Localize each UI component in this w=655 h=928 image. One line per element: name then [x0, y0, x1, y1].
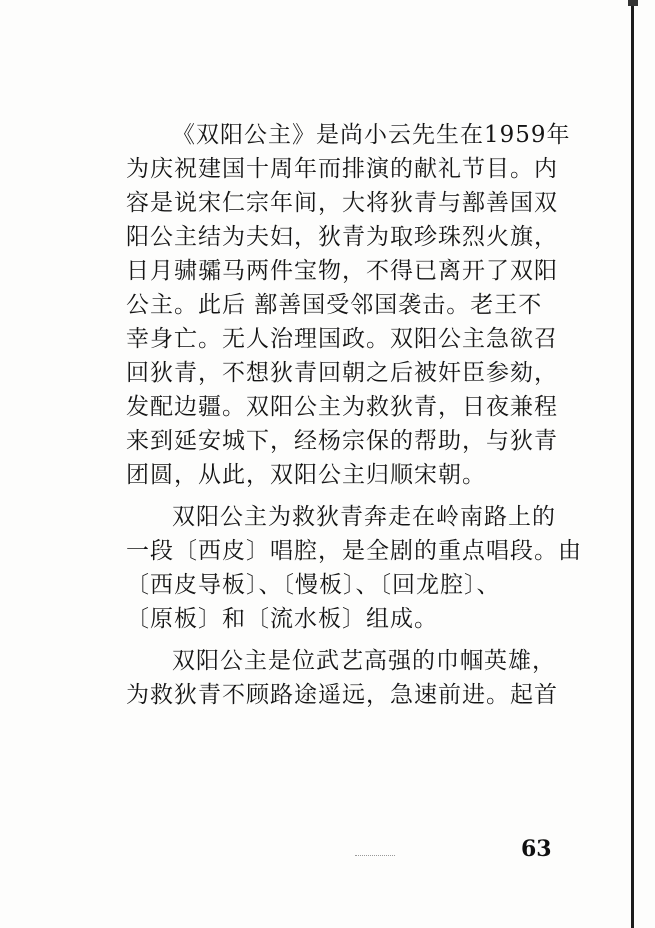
text-line: 阳公主结为夫妇，狄青为取珍珠烈火旗， — [126, 224, 558, 250]
binding-line — [631, 0, 634, 928]
text-line: 日月骕骦马两件宝物，不得已离开了双阳 — [126, 258, 558, 284]
body-text — [126, 118, 604, 712]
paragraph-2 — [126, 500, 604, 636]
paragraph-gap — [126, 636, 604, 644]
text-line: 双阳公主是位武艺高强的巾帼英雄， — [172, 648, 556, 674]
paragraph-3 — [126, 644, 604, 712]
text-line: 幸身亡。无人治理国政。双阳公主急欲召 — [126, 326, 558, 352]
text-line: 发配边疆。双阳公主为救狄青，日夜兼程 — [126, 394, 558, 420]
text-line: 容是说宋仁宗年间，大将狄青与鄯善国双 — [126, 190, 558, 216]
text-line: 双阳公主为救狄青奔走在岭南路上的 — [172, 504, 556, 530]
text-line: 团圆，从此，双阳公主归顺宋朝。 — [126, 462, 486, 488]
text-line: 一段〔西皮〕唱腔，是全剧的重点唱段。由 — [126, 538, 582, 564]
scan-specks — [355, 855, 395, 858]
text-line: 〔原板〕和〔流水板〕组成。 — [126, 606, 438, 632]
text-line: 回狄青，不想狄青回朝之后被奸臣参劾， — [126, 360, 558, 386]
text-line: 为救狄青不顾路途遥远，急速前进。起首 — [126, 682, 558, 708]
text-line: 《双阳公主》是尚小云先生在1959年 — [172, 122, 571, 148]
page-number: 63 — [521, 836, 552, 862]
text-line: 来到延安城下，经杨宗保的帮助，与狄青 — [126, 428, 558, 454]
text-line: 公主。此后 鄯善国受邻国袭击。老王不 — [126, 292, 543, 318]
text-line: 〔西皮导板〕、〔慢板〕、〔回龙腔〕、 — [126, 572, 501, 598]
text-line: 为庆祝建国十周年而排演的献礼节目。内 — [126, 156, 558, 182]
scan-mark — [628, 0, 638, 6]
paragraph-gap — [126, 492, 604, 500]
paragraph-1 — [126, 118, 604, 492]
